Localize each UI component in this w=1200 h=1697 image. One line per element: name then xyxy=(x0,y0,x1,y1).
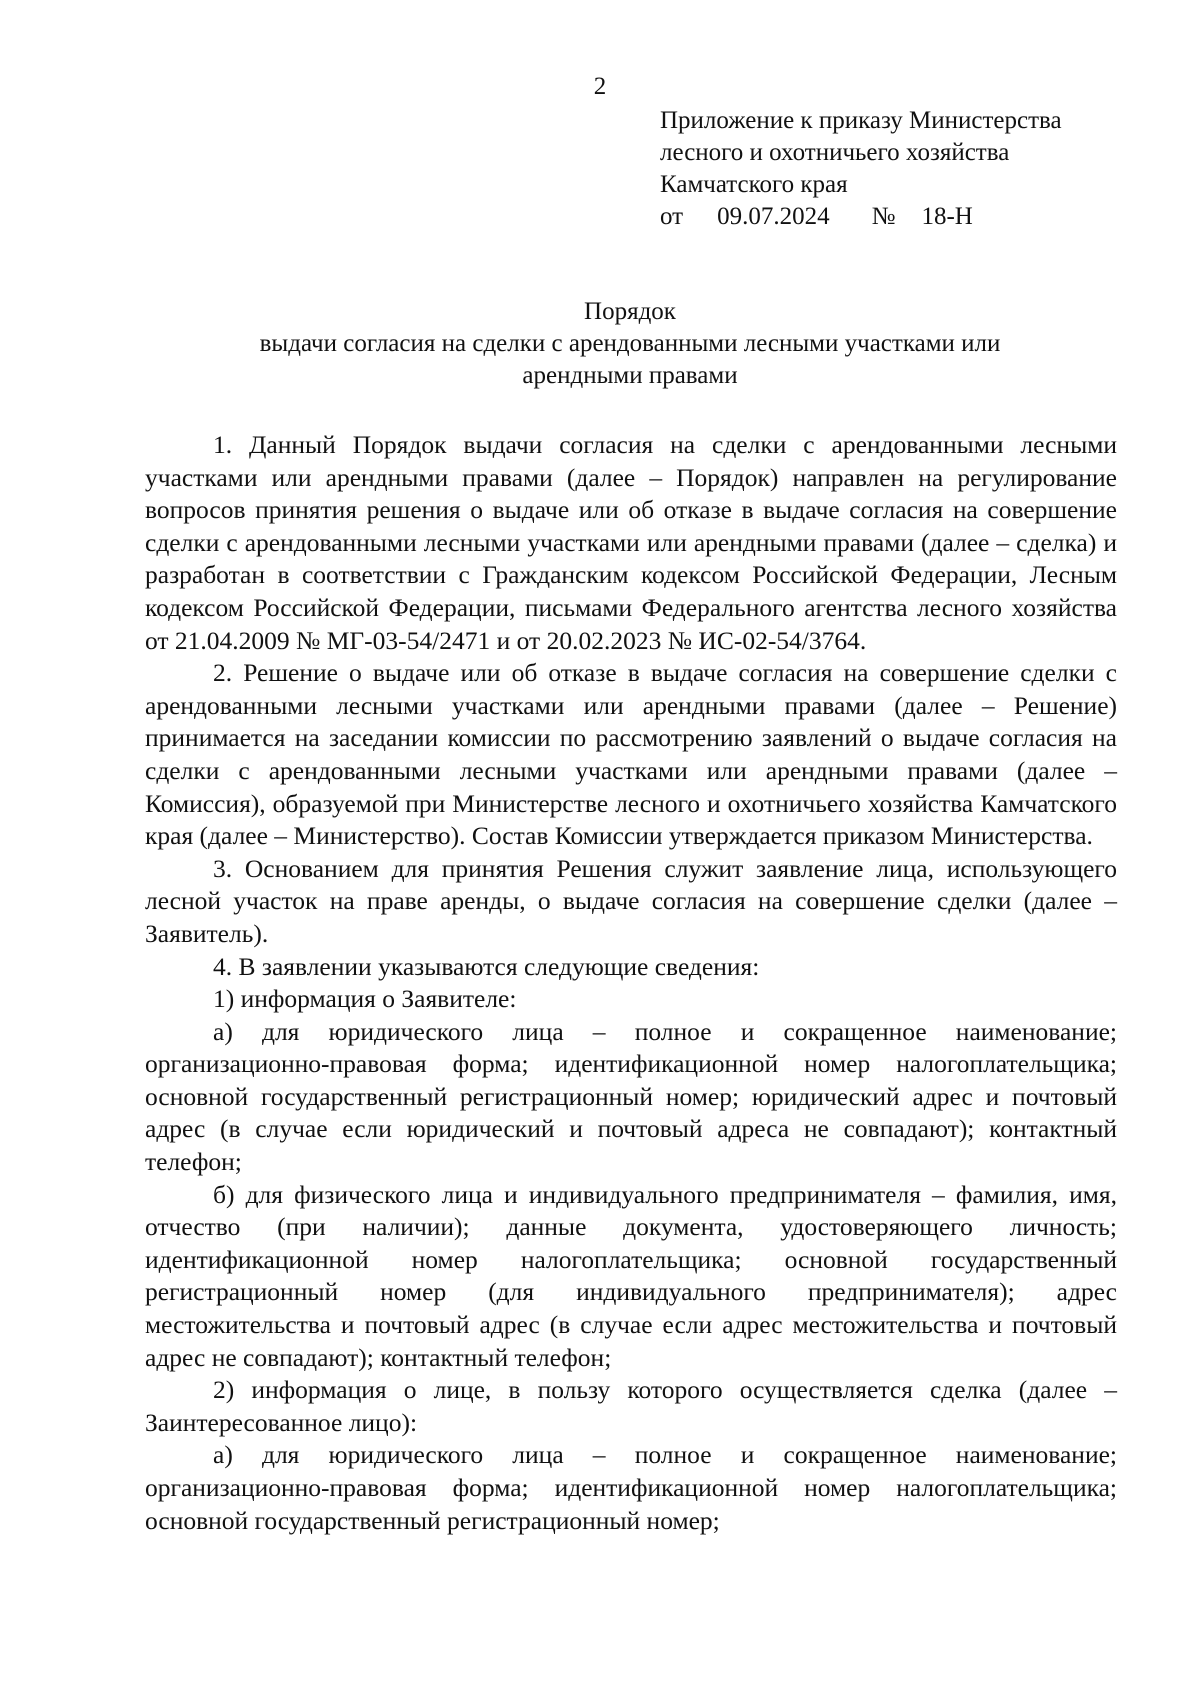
paragraph-4-2-a: а) для юридического лица – полное и сокращенное наименование; организационно-правовая форма; идентификационной номер налогоплательщика; основной государственный регистрационный номер; xyxy=(145,1440,1117,1535)
paragraph-3: 3. Основанием для принятия Решения служит заявление лица, использующего лесной участок на праве аренды, о выдаче согласия на совершение сделки (далее – Заявитель). xyxy=(145,853,1117,948)
appendix-line-2: лесного и охотничьего хозяйства xyxy=(660,139,1010,166)
paragraph-1: 1. Данный Порядок выдачи согласия на сделки с арендованными лесными участками или арендными правами (далее – Порядок) направлен на регулирование вопросов принятия решения о выдаче или об отказе в выдаче согласия на совершение сделки с арендованными лесными участками или арендными правами (далее – сделка) и разработан в соответствии с Гражданским кодексом Российской Федерации, Лесным кодексом Российской Федерации, письмами Федерального агентства лесного хозяйства от 21.04.2009 № МГ-03-54/2471 и от 20.02.2023 № ИС-02-54/3764. xyxy=(145,430,1117,655)
order-from-label: от xyxy=(660,203,684,230)
paragraph-4-1-a: а) для юридического лица – полное и сокращенное наименование; организационно-правовая форма; идентификационной номер налогоплательщика; основной государственный регистрационный номер; юридический адрес и почтовый адрес (в случае если юридический и почтовый адреса не совпадают); контактный телефон; xyxy=(145,1016,1117,1177)
appendix-order-line xyxy=(660,201,1130,233)
appendix-header xyxy=(660,105,1130,233)
paragraph-4-1: 1) информация о Заявителе: xyxy=(213,984,517,1014)
order-number-label: № xyxy=(871,203,896,230)
page-number: 2 xyxy=(593,73,607,100)
document-body xyxy=(145,429,1117,1537)
paragraph-4-2: 2) информация о лице, в пользу которого осуществляется сделка (далее – Заинтересованное лицо): xyxy=(145,1375,1117,1437)
document-title xyxy=(145,296,1115,392)
appendix-line-1: Приложение к приказу Министерства xyxy=(660,107,1062,134)
order-number: 18-Н xyxy=(921,203,973,230)
order-date: 09.07.2024 xyxy=(717,203,830,230)
paragraph-4-1-b: б) для физического лица и индивидуального предпринимателя – фамилия, имя, отчество (при наличии); данные документа, удостоверяющего личность; идентификационной номер налогоплательщика; основной государственный регистрационный номер (для индивидуального предпринимателя); адрес местожительства и почтовый адрес (в случае если адрес местожительства и почтовый адрес не совпадают); контактный телефон; xyxy=(145,1179,1117,1372)
paragraph-2: 2. Решение о выдаче или об отказе в выдаче согласия на совершение сделки с арендованными лесными участками или арендными правами (далее – Решение) принимается на заседании комиссии по рассмотрению заявлений о выдаче согласия на сделки с арендованными лесными участками или арендными правами (далее – Комиссия), образуемой при Министерстве лесного и охотничьего хозяйства Камчатского края (далее – Министерство). Состав Комиссии утверждается приказом Министерства. xyxy=(145,658,1117,851)
title-line-3: арендными правами xyxy=(522,362,738,389)
title-line-2: выдачи согласия на сделки с арендованными лесными участками или xyxy=(259,330,1001,357)
appendix-line-3: Камчатского края xyxy=(660,171,848,198)
title-line-1: Порядок xyxy=(584,298,676,325)
paragraph-4: 4. В заявлении указываются следующие сведения: xyxy=(213,951,760,981)
